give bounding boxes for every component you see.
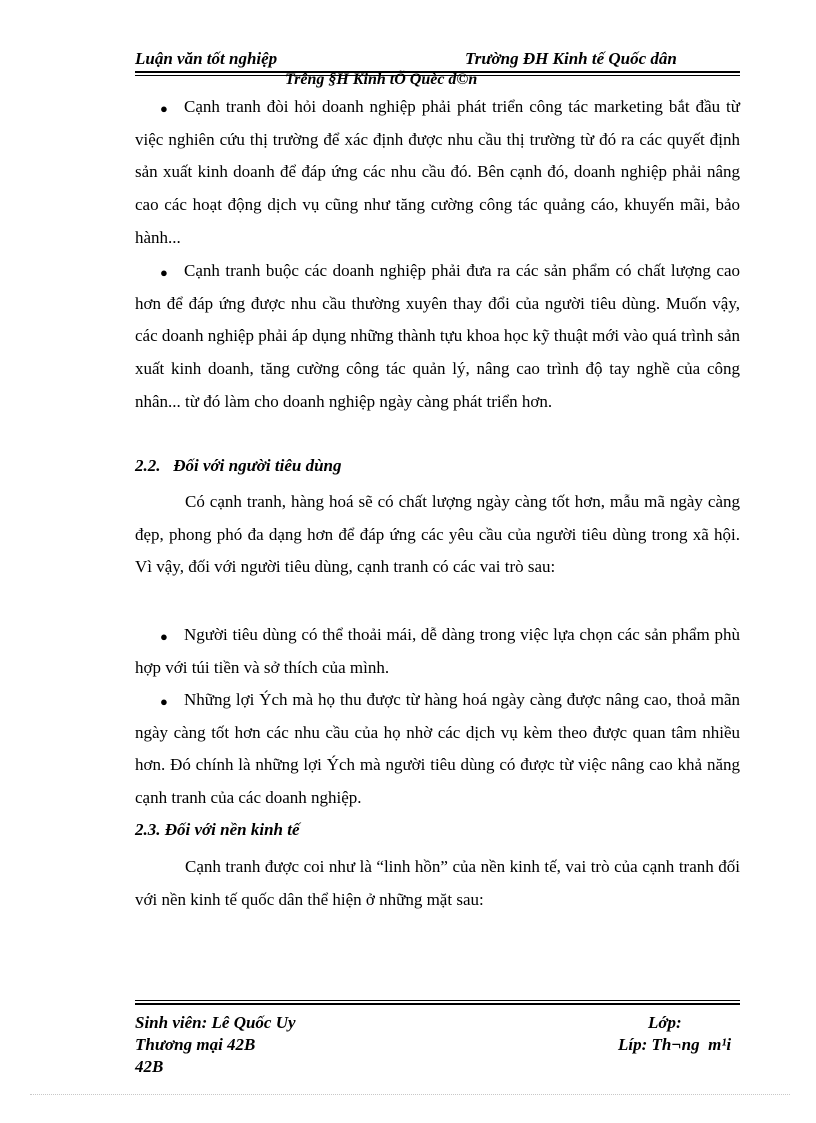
footer-rule-thick [135,1003,740,1005]
section-heading-2-2: 2.2. Đối với người tiêu dùng [135,456,342,475]
header-garbled: Trêng §H Kinh tÕ Quèc d©n [285,71,478,88]
bullet-icon: ● [160,101,168,116]
paragraph-2-2: Có cạnh tranh, hàng hoá sẽ có chất lượng ngày càng tốt hơn, mẫu mã ngày càng đẹp, phong phó đa dạng hơn để đáp ứng các yêu cầu của người tiêu dùng trong xã hội. Vì vậy, đối với người tiêu dùng, cạnh tranh có các vai trò sau: [135,492,740,577]
paragraph-2-3: Cạnh tranh được coi như là “linh hồn” của nền kinh tế, vai trò của cạnh tranh đối với nền kinh tế quốc dân thể hiện ở những mặt sau: [135,857,740,909]
bullet-icon: ● [160,629,168,644]
footer-class-tail: 42B [135,1057,164,1076]
footer-class-label: Lớp: [648,1013,682,1032]
paragraph-bullet-1: Cạnh tranh đòi hỏi doanh nghiệp phải phát triển công tác marketing bắt đầu từ việc nghiên cứu thị trường để xác định được nhu cầu thị trường từ đó ra các quyết định sản xuất kinh doanh để đáp ứng các nhu cầu đó. Bên cạnh đó, doanh nghiệp phải nâng cao các hoạt động dịch vụ cũng như tăng cường công tác quảng cáo, khuyến mãi, bảo hành... [135,97,740,247]
section-heading-2-3: 2.3. Đối với nền kinh tế [135,820,300,839]
footer-class-right: Líp: Th¬ng m¹i [618,1035,732,1054]
paragraph-bullet-2: Cạnh tranh buộc các doanh nghiệp phải đưa ra các sản phẩm có chất lượng cao hơn để đáp ứng được nhu cầu thường xuyên thay đổi của người tiêu dùng. Muốn vậy, các doanh nghiệp phải áp dụng những thành tựu khoa học kỹ thuật mới vào quá trình sản xuất kinh doanh, tăng cường công tác quản lý, nâng cao trình độ tay nghề của công nhân... từ đó làm cho doanh nghiệp ngày càng phát triển hơn. [135,261,740,411]
footer-student: Sinh viên: Lê Quốc Uy [135,1013,296,1032]
footer-rule-thin [135,1000,740,1001]
paragraph-bullet-3: Người tiêu dùng có thể thoải mái, dễ dàng trong việc lựa chọn các sản phẩm phù hợp với túi tiền và sở thích của mình. [135,625,740,677]
paragraph-bullet-4: Những lợi Ých mà họ thu được từ hàng hoá ngày càng được nâng cao, thoả mãn ngày càng tốt hơn các nhu cầu của họ nhờ các dịch vụ kèm theo được quan tâm nhiều hơn. Đó chính là những lợi Ých mà người tiêu dùng có được từ việc nâng cao khả năng cạnh tranh của các doanh nghiệp. [135,690,740,808]
footer-class-left: Thương mại 42B [135,1035,256,1054]
header-right: Trường ĐH Kinh tế Quốc dân [465,49,677,68]
bullet-icon: ● [160,265,168,280]
header-left: Luận văn tốt nghiệp [135,49,278,68]
bullet-icon: ● [160,694,168,709]
page-bottom-dotted-line [30,1094,790,1095]
